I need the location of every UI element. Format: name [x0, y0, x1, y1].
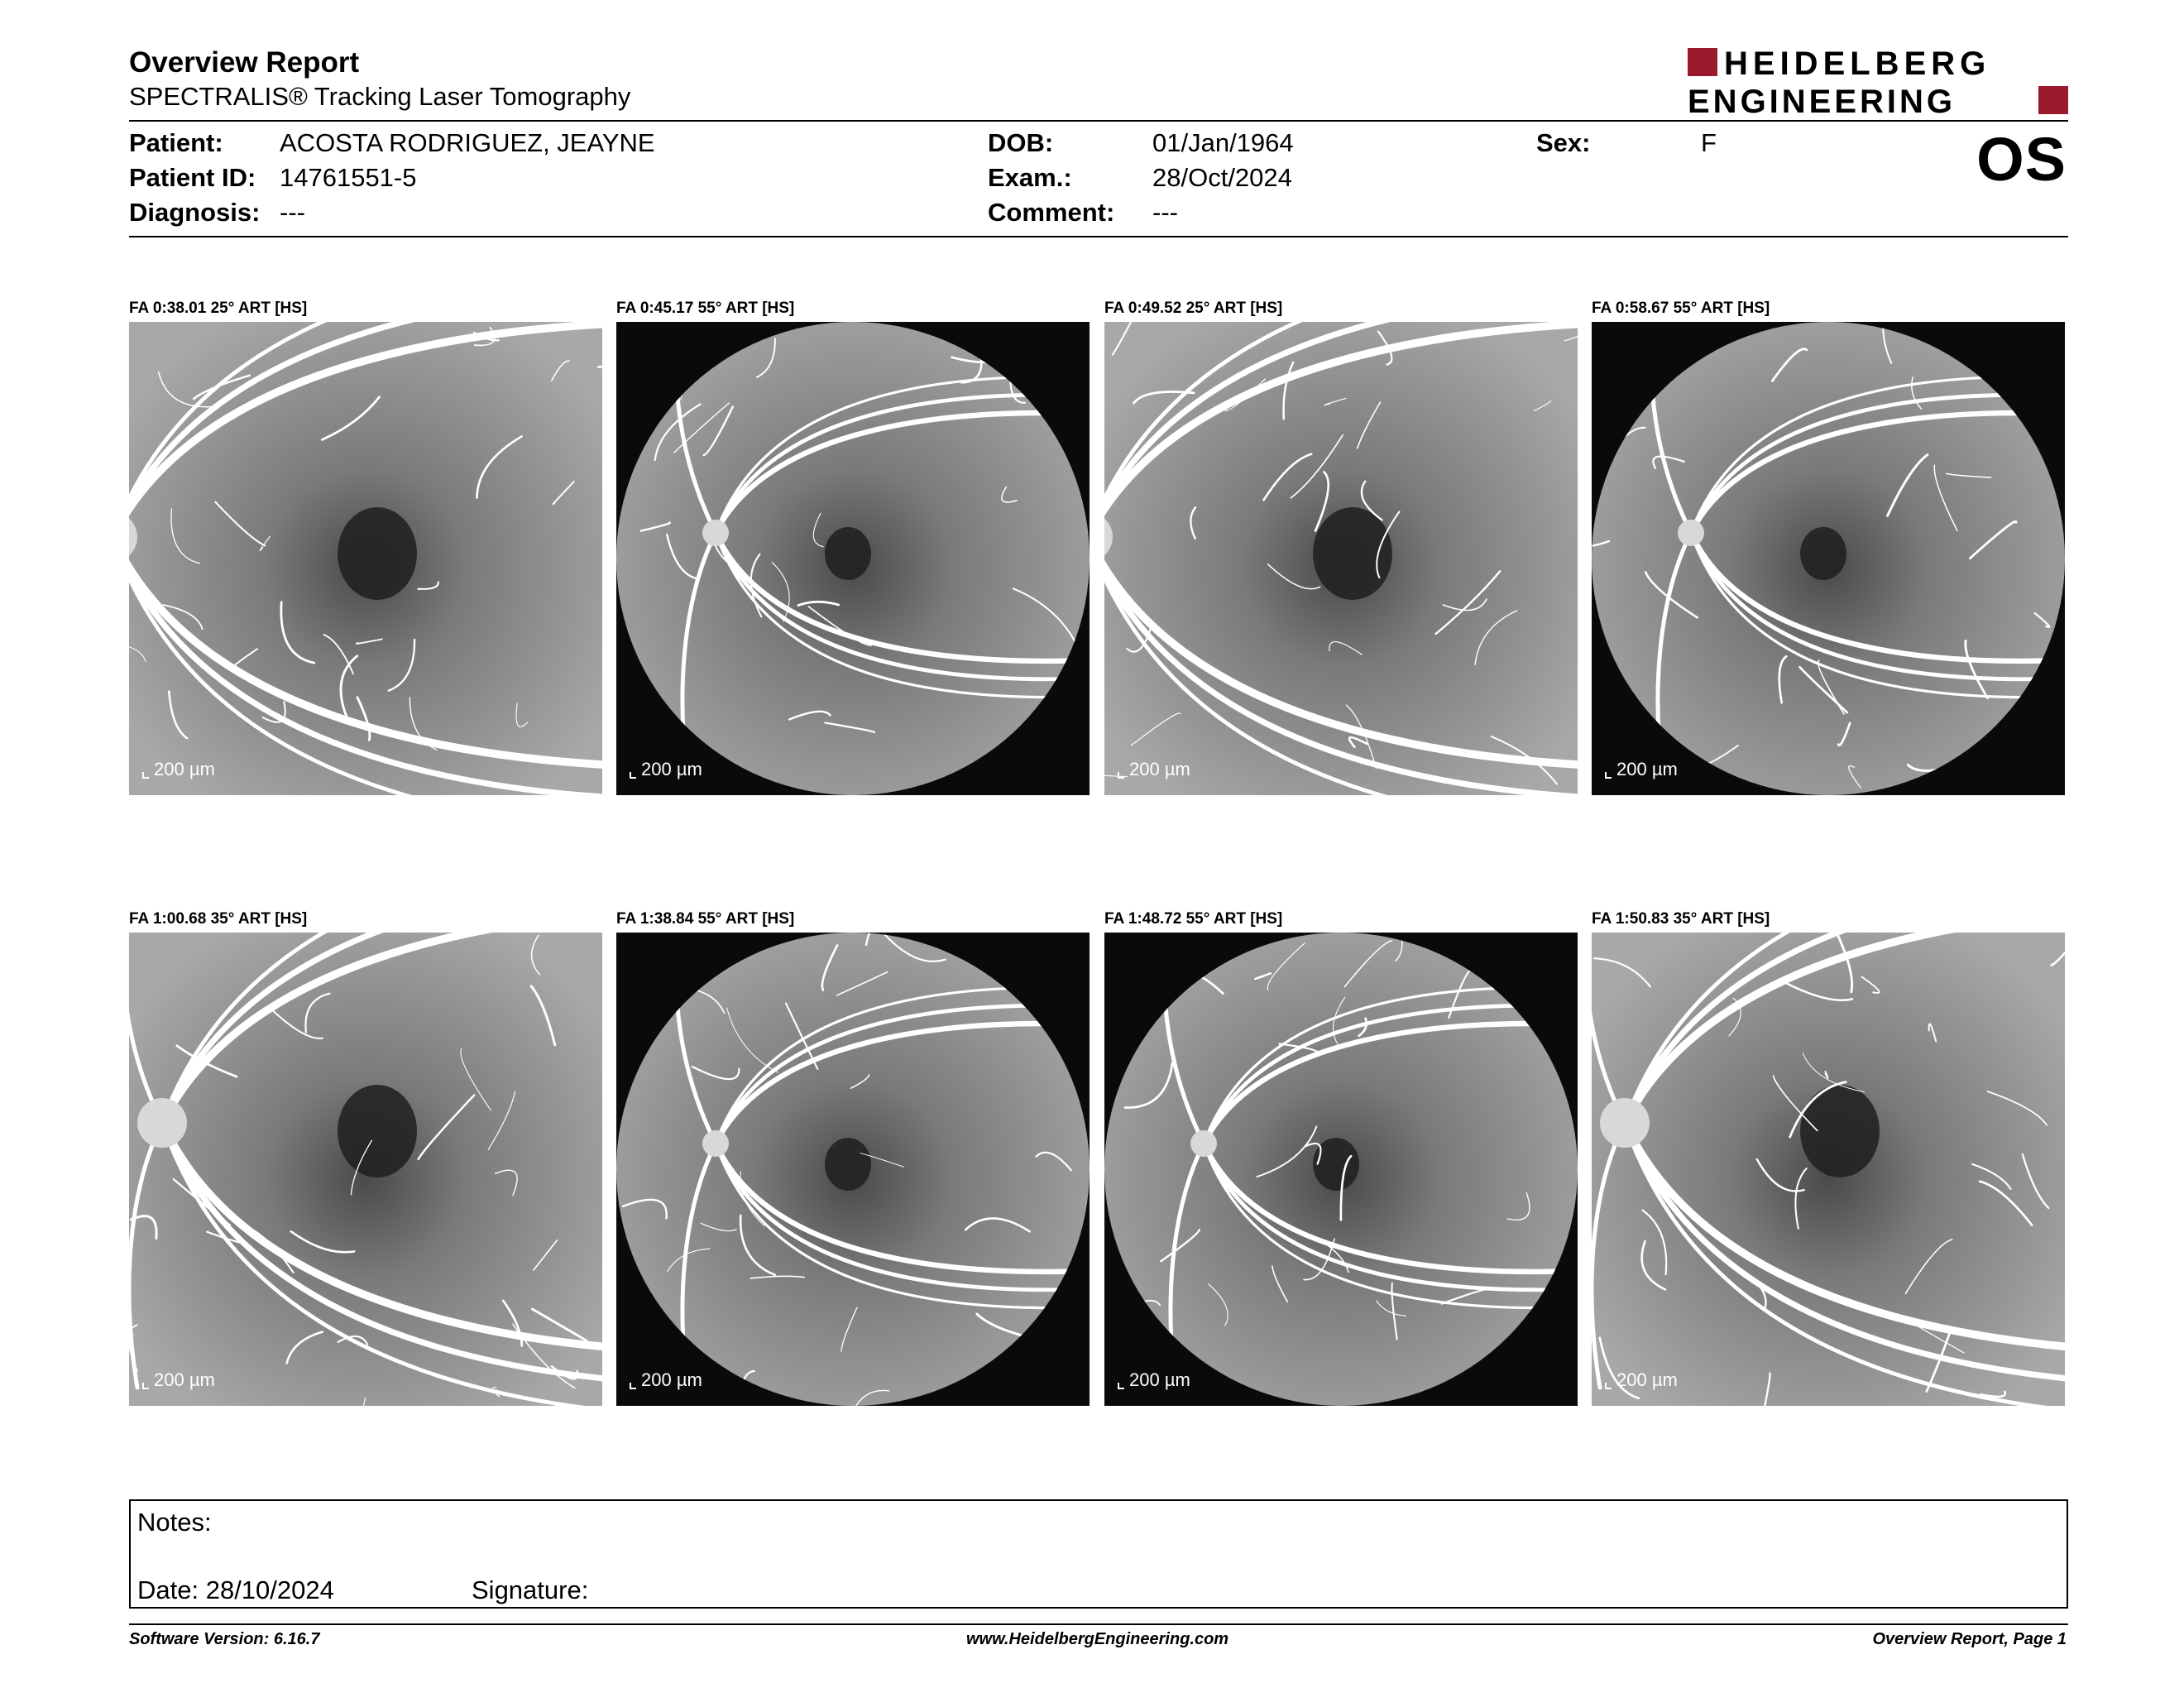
- image-label: FA 1:50.83 35° ART [HS]: [1592, 910, 1770, 928]
- scale-bar: 200 µm: [630, 1369, 702, 1391]
- fundus-angiogram-image[interactable]: [1104, 322, 1578, 795]
- logo-line1: HEIDELBERG: [1724, 46, 1991, 82]
- heidelberg-logo: [1688, 46, 2068, 117]
- diagnosis-value: ---: [280, 198, 305, 227]
- patient-divider: [129, 236, 2068, 237]
- logo-line2: ENGINEERING: [1688, 84, 1956, 117]
- sex-label: Sex:: [1536, 128, 1591, 157]
- footer-divider: [129, 1623, 2068, 1625]
- fundus-angiogram-image[interactable]: [129, 322, 602, 795]
- patient-name: ACOSTA RODRIGUEZ, JEAYNE: [280, 128, 655, 157]
- fundus-angiogram-image[interactable]: [129, 933, 602, 1406]
- fundus-angiogram-image[interactable]: [1592, 933, 2065, 1406]
- patient-id-label: Patient ID:: [129, 163, 256, 192]
- header-divider: [129, 120, 2068, 122]
- image-label: FA 0:45.17 55° ART [HS]: [616, 300, 795, 317]
- notes-label: Notes:: [137, 1508, 212, 1537]
- notes-box[interactable]: [129, 1499, 2068, 1609]
- comment-value: ---: [1152, 198, 1178, 227]
- image-label: FA 0:38.01 25° ART [HS]: [129, 300, 308, 317]
- page-number: Overview Report, Page 1: [1872, 1630, 2067, 1648]
- patient-label: Patient:: [129, 128, 223, 157]
- exam-label: Exam.:: [988, 163, 1072, 192]
- scale-bar: 200 µm: [1118, 1369, 1190, 1391]
- report-subtitle: SPECTRALIS® Tracking Laser Tomography: [129, 82, 631, 111]
- comment-label: Comment:: [988, 198, 1115, 227]
- sex-value: F: [1701, 128, 1717, 157]
- software-version: Software Version: 6.16.7: [129, 1630, 320, 1648]
- dob-value: 01/Jan/1964: [1152, 128, 1294, 157]
- diagnosis-label: Diagnosis:: [129, 198, 261, 227]
- image-label: FA 0:58.67 55° ART [HS]: [1592, 300, 1770, 317]
- eye-indicator: OS: [1976, 125, 2067, 194]
- signature-label: Signature:: [472, 1575, 589, 1604]
- fundus-angiogram-image[interactable]: [616, 322, 1090, 795]
- scale-bar: 200 µm: [630, 759, 702, 780]
- exam-value: 28/Oct/2024: [1152, 163, 1292, 192]
- scale-bar: 200 µm: [1605, 759, 1678, 780]
- image-label: FA 0:49.52 25° ART [HS]: [1104, 300, 1283, 317]
- scale-bar: 200 µm: [1605, 1369, 1678, 1391]
- image-label: FA 1:38.84 55° ART [HS]: [616, 910, 795, 928]
- notes-date: Date: 28/10/2024: [137, 1575, 334, 1604]
- image-label: FA 1:48.72 55° ART [HS]: [1104, 910, 1283, 928]
- fundus-angiogram-image[interactable]: [1104, 933, 1578, 1406]
- website-link[interactable]: www.HeidelbergEngineering.com: [966, 1630, 1229, 1648]
- fundus-angiogram-image[interactable]: [616, 933, 1090, 1406]
- fundus-angiogram-image[interactable]: [1592, 322, 2065, 795]
- dob-label: DOB:: [988, 128, 1054, 157]
- scale-bar: 200 µm: [1118, 759, 1190, 780]
- scale-bar: 200 µm: [142, 759, 215, 780]
- image-label: FA 1:00.68 35° ART [HS]: [129, 910, 308, 928]
- report-title: Overview Report: [129, 46, 360, 79]
- patient-id: 14761551-5: [280, 163, 417, 192]
- scale-bar: 200 µm: [142, 1369, 215, 1391]
